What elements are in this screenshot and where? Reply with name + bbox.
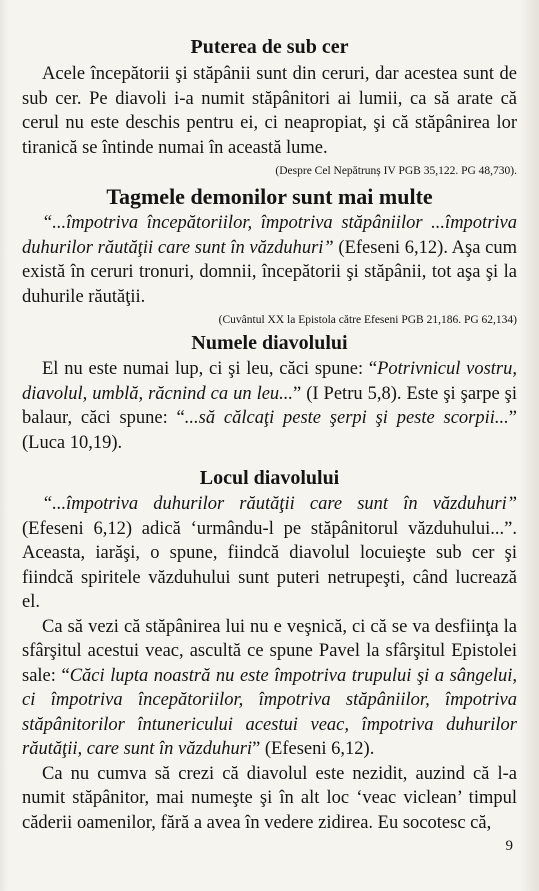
reference-tagmele: (Cuvântul XX la Epistola către Efeseni PGB 21,186. PG 62,134) (218, 314, 517, 326)
reference-puterea: (Despre Cel Nepătrunș IV PGB 35,122. PG 48,730). (275, 165, 517, 177)
text-segment: (Efeseni 6,12) adică ‘urmându-l pe stăpânitorul văzduhului...”. Aceasta, iarăşi, o spune, fiindcă diavolul locuieşte sub cer şi fiindcă spiritele văzduhului sunt puteri netrupeşti, când lucrează el. (22, 518, 517, 612)
section-title-puterea: Puterea de sub cer (190, 36, 349, 58)
section-title-tagmele: Tagmele demonilor sunt mai multe (106, 184, 433, 209)
quote-tagmele: “...împotriva începătoriilor, împotriva stăpâniilor ...împotriva duhurilor răutăţii care sunt în văzduhuri” (22, 213, 517, 258)
text-segment: El nu este numai lup, ci şi leu, căci spune: “ (42, 359, 378, 379)
quote-segment: “...împotriva duhurilor răutăţii care sunt în văzduhuri” (42, 494, 517, 514)
text-tagmele: (Efeseni 6,12). Aşa cum există în ceruri tronuri, domnii, începătorii şi stăpânii, tot aşa şi la duhurile răutăţii. (22, 237, 517, 307)
text-segment: Ca să vezi că stăpânirea lui nu e veşnică, ci că se va desfiinţa la sfârşitul acestui veac, ascultă ce spune Pavel la sfârşitul Epistolei sale: “ (22, 616, 517, 686)
quote-segment: Căci lupta noastră nu este împotriva trupului şi a sângelui, ci împotriva începătoriilor, împotriva stăpâniilor, împotriva stăpânitorilor întunericului acestui veac, împotriva duhurilor răutăţii, care sunt în văzduhuri (22, 665, 517, 759)
section-title-locul: Locul diavolului (199, 467, 340, 489)
paragraph-locul-1 (22, 492, 517, 615)
quote-segment: ...să călcaţi peste şerpi şi peste scorpii... (184, 408, 509, 428)
paragraph-tagmele (22, 211, 517, 309)
text-segment: ” (Efeseni 6,12). (252, 739, 375, 759)
paragraph-locul-2 (22, 615, 517, 762)
paragraph-puterea: Acele începătorii şi stăpânii sunt din ceruri, dar acestea sunt de sub cer. Pe diavoli i-a numit stăpânitori ai lumii, ca să arate că cerul nu este deschis pentru ei, ci neapropiat, şi că stăpânirea lor tiranică se întinde numai în această lume. (22, 64, 517, 158)
page-number: 9 (505, 838, 513, 854)
text-segment: ” (Luca 10,19). (22, 408, 517, 453)
text-segment: ” (I Petru 5,8). Este şi şarpe şi balaur, căci spune: “ (22, 383, 517, 428)
section-title-numele: Numele diavolului (191, 332, 348, 354)
quote-segment: Potrivnicul vostru, diavolul, umblă, răcnind ca un leu... (22, 359, 517, 404)
paragraph-numele (22, 357, 517, 455)
paragraph-locul-3: Ca nu cumva să crezi că diavolul este nezidit, auzind că l-a numit stăpânitor, mai numeşte şi în alt loc ‘veac viclean’ timpul căderii oamenilor, fără a avea în vedere zidirea. Eu socotesc că, (22, 763, 517, 833)
